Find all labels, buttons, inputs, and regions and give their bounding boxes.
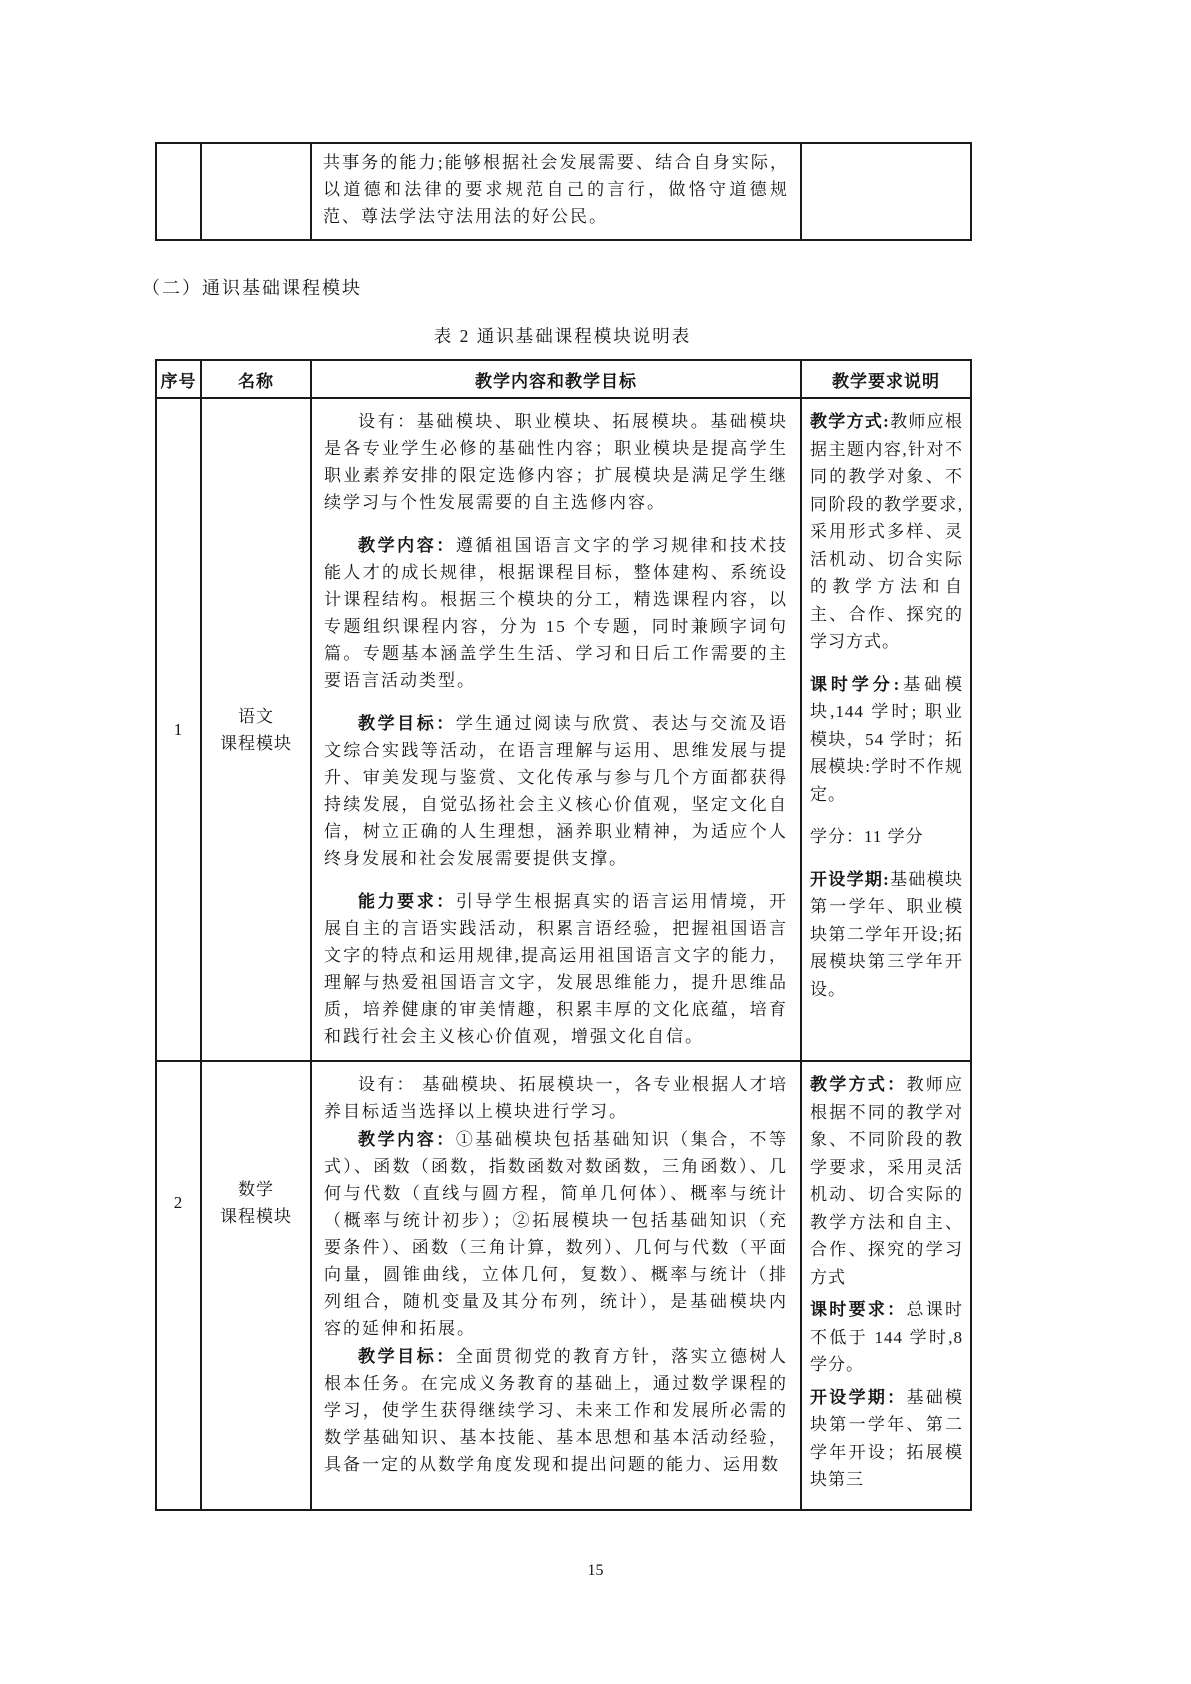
previous-table-fragment	[155, 142, 972, 241]
module-name-line: 数学	[238, 1180, 274, 1200]
table-row	[156, 143, 971, 240]
paragraph-label: 教学内容：	[358, 1130, 456, 1149]
cell-serial-number: 1	[156, 398, 201, 1061]
fragment-text: 共事务的能力;能够根据社会发展需要、结合自身实际，以道德和法律的要求规范自己的言行，做恪守道德规范、尊法学法守法用法的好公民。	[323, 153, 789, 226]
paragraph-label: 开设学期：	[810, 1387, 907, 1407]
fragment-empty-cell	[801, 143, 971, 240]
fragment-empty-cell	[156, 143, 201, 240]
paragraph-label: 教学内容：	[358, 536, 456, 555]
paragraph	[324, 710, 788, 872]
module-name-line: 课程模块	[220, 1207, 292, 1227]
paragraph-text: 遵循祖国语言文字的学习规律和技术技能人才的成长规律，根据课程目标，整体建构、系统设计课程结构。根据三个模块的分工，精选课程内容，以专题组织课程内容，分为 15 个专题，同时兼顾字词句篇。专题基本涵盖学生生活、学习和日后工作需要的主要语言活动类型。	[324, 536, 789, 690]
paragraph-label: 开设学期:	[810, 869, 890, 889]
paragraph-text: 学分：11 学分	[810, 827, 924, 846]
paragraph-text: 教师应根据不同的教学对象、不同阶段的教学要求，采用灵活机动、切合实际的教学方法和自主、合作、探究的学习方式	[810, 1075, 964, 1287]
paragraph	[324, 1071, 788, 1125]
header-cell-content: 教学内容和教学目标	[311, 360, 801, 398]
paragraph	[810, 1296, 963, 1379]
paragraph-label: 能力要求：	[358, 892, 456, 911]
cell-module-name	[201, 398, 311, 1061]
table-header-row	[156, 360, 971, 398]
paragraph-label: 教学目标：	[358, 714, 456, 733]
paragraph-text: 学生通过阅读与欣赏、表达与交流及语文综合实践等活动，在语言理解与运用、思维发展与提升、审美发现与鉴赏、文化传承与参与几个方面都获得持续发展，自觉弘扬社会主义核心价值观，坚定文化自信，树立正确的人生理想，涵养职业精神，为适应个人终身发展和社会发展需要提供支撑。	[324, 714, 789, 868]
module-name-line: 课程模块	[220, 733, 292, 753]
header-cell-no: 序号	[156, 360, 201, 398]
paragraph	[324, 532, 788, 694]
paragraph	[810, 866, 963, 1004]
paragraph-label: 课时学分:	[810, 674, 901, 694]
paragraph-text: 引导学生根据真实的语言运用情境，开展自主的言语实践活动，积累言语经验，把握祖国语言文字的特点和运用规律,提高运用祖国语言文字的能力，理解与热爱祖国语言文字，发展思维能力，提升思维品质，培养健康的审美情趣，积累丰厚的文化底蕴，培育和践行社会主义核心价值观，增强文化自信。	[324, 892, 789, 1046]
cell-module-name	[201, 1061, 311, 1510]
course-module-table	[155, 359, 972, 1511]
paragraph	[810, 671, 963, 809]
paragraph-label: 课时要求：	[810, 1300, 907, 1319]
fragment-text-cell	[311, 143, 801, 240]
cell-teaching-content	[311, 398, 801, 1061]
header-cell-name: 名称	[201, 360, 311, 398]
paragraph-text: 教师应根据主题内容,针对不同的教学对象、不同阶段的教学要求,采用形式多样、灵活机动、切合实际的教学方法和自主、合作、探究的学习方式。	[810, 412, 963, 651]
paragraph	[810, 1384, 963, 1494]
cell-teaching-content	[311, 1061, 801, 1510]
paragraph-label: 教学方式:	[810, 412, 890, 431]
paragraph	[810, 1071, 963, 1291]
document-body	[142, 142, 970, 1511]
cell-teaching-requirements	[801, 398, 971, 1061]
paragraph-label: 教学方式：	[810, 1075, 907, 1094]
paragraph	[324, 408, 788, 516]
paragraph-label: 教学目标：	[358, 1347, 456, 1366]
paragraph	[324, 1343, 788, 1478]
table-caption: 表 2 通识基础课程模块说明表	[433, 326, 692, 346]
module-name-line: 语文	[238, 706, 274, 726]
table-row-chinese	[156, 398, 971, 1061]
paragraph	[810, 408, 963, 656]
paragraph-text: 基础模块第一学年、第二学年开设；拓展模块第三	[810, 1387, 964, 1489]
paragraph-text: 总课时不低于 144 学时,8 学分。	[810, 1300, 964, 1374]
paragraph-text: 基础模块,144 学时; 职业模块，54 学时；拓展模块:学时不作规定。	[810, 674, 963, 804]
paragraph	[324, 1126, 788, 1342]
page-number: 15	[587, 1562, 604, 1579]
paragraph-text: 设有： 基础模块、拓展模块一，各专业根据人才培养目标适当选择以上模块进行学习。	[324, 1075, 788, 1121]
table-row-math	[156, 1061, 971, 1510]
paragraph-text: 设有：基础模块、职业模块、拓展模块。基础模块是各专业学生必修的基础性内容；职业模块是提高学生职业素养安排的限定选修内容；扩展模块是满足学生继续学习与个性发展需要的自主选修内容。	[324, 412, 788, 512]
section-heading: （二）通识基础课程模块	[142, 278, 362, 298]
paragraph	[810, 823, 963, 851]
paragraph-text: 基础模块第一学年、职业模块第二学年开设;拓展模块第三学年开设。	[810, 869, 963, 999]
paragraph-text: ①基础模块包括基础知识（集合，不等式）、函数（函数，指数函数对数函数，三角函数）、几何与代数（直线与圆方程，简单几何体）、概率与统计（概率与统计初步）；②拓展模块一包括基础知识（充要条件）、函数（三角计算，数列）、几何与代数（平面向量，圆锥曲线，立体几何，复数）、概率与统计（排列组合，随机变量及其分布列，统计），是基础模块内容的延伸和拓展。	[324, 1130, 789, 1338]
header-cell-requirements: 教学要求说明	[801, 360, 971, 398]
fragment-empty-cell	[201, 143, 311, 240]
cell-teaching-requirements	[801, 1061, 971, 1510]
paragraph-text: 全面贯彻党的教育方针，落实立德树人根本任务。在完成义务教育的基础上，通过数学课程的学习，使学生获得继续学习、未来工作和发展所必需的数学基础知识、基本技能、基本思想和基本活动经验，具备一定的从数学角度发现和提出问题的能力、运用数	[324, 1347, 789, 1474]
cell-serial-number: 2	[156, 1061, 201, 1510]
paragraph	[324, 888, 788, 1050]
